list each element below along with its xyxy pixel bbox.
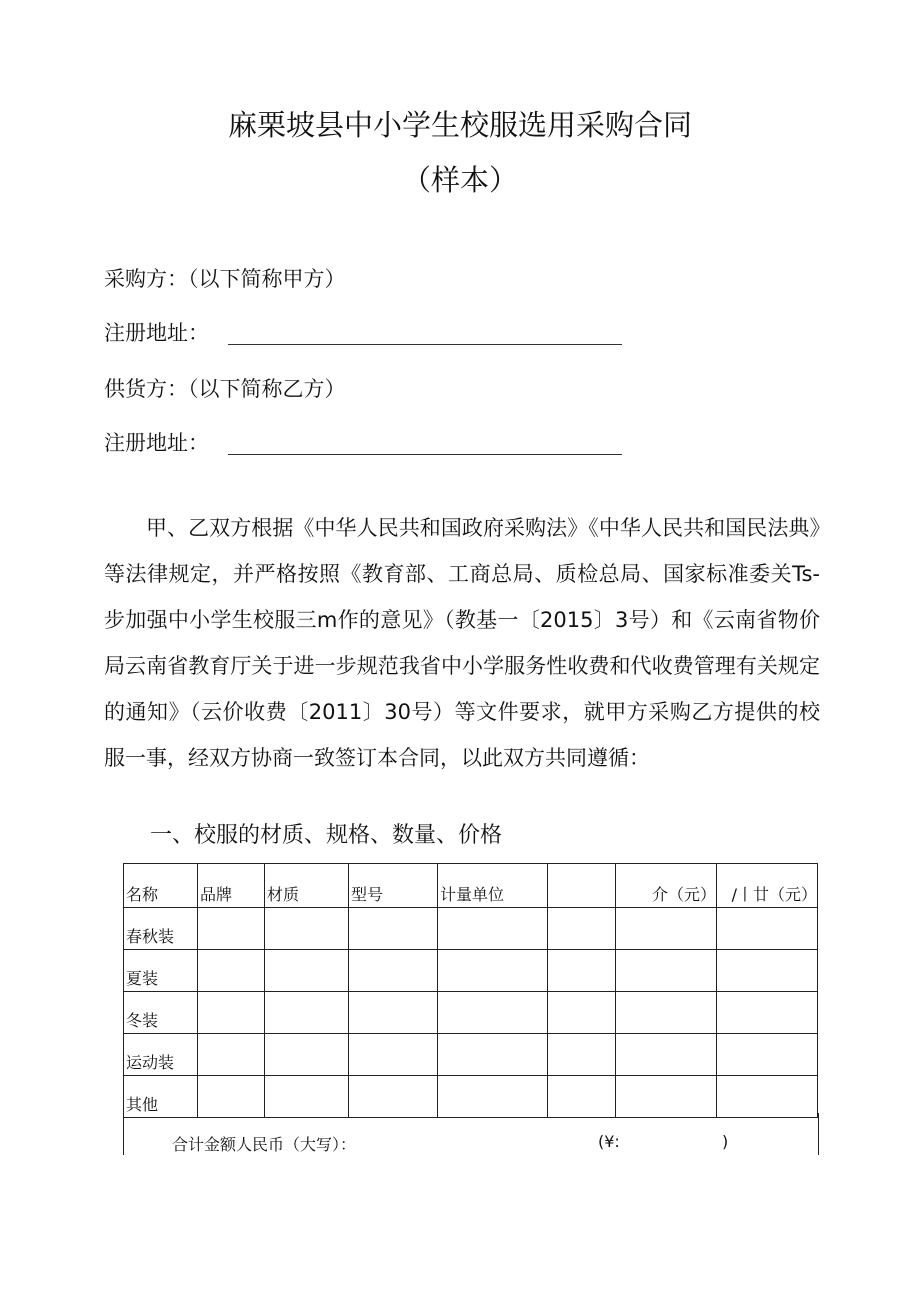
table-row bbox=[124, 908, 818, 950]
table-cell bbox=[717, 1076, 818, 1118]
table-cell bbox=[265, 1034, 349, 1076]
table-cell bbox=[198, 1034, 265, 1076]
supplier-line: 供货方：（以下简称乙方） bbox=[104, 377, 346, 401]
table-cell bbox=[265, 908, 349, 950]
buyer-address-label: 注册地址： bbox=[104, 321, 209, 345]
table-cell bbox=[548, 908, 616, 950]
table-cell bbox=[548, 992, 616, 1034]
document-title: 麻栗坡县中小学生校服选用采购合同 bbox=[227, 108, 692, 142]
header-cell: 计量单位 bbox=[438, 864, 548, 908]
row-label: 冬装 bbox=[124, 992, 198, 1034]
row-label: 春秋装 bbox=[124, 908, 198, 950]
table-cell bbox=[349, 1034, 438, 1076]
table-total-row bbox=[123, 1113, 819, 1155]
table-cell bbox=[198, 992, 265, 1034]
table-cell bbox=[198, 950, 265, 992]
supplier-address-blank bbox=[228, 454, 622, 455]
table-cell bbox=[616, 950, 717, 992]
table-cell bbox=[717, 908, 818, 950]
table-cell bbox=[198, 908, 265, 950]
table-cell bbox=[548, 1034, 616, 1076]
table-cell bbox=[438, 908, 548, 950]
table-cell bbox=[349, 950, 438, 992]
table-cell bbox=[548, 1076, 616, 1118]
header-cell: /丨廿（元） bbox=[717, 864, 818, 908]
table-cell bbox=[616, 908, 717, 950]
uniform-spec-table bbox=[123, 863, 818, 1118]
table-row bbox=[124, 950, 818, 992]
buyer-line: 采购方：（以下简称甲方） bbox=[104, 267, 346, 291]
supplier-address-label: 注册地址： bbox=[104, 431, 209, 455]
table-cell bbox=[616, 1034, 717, 1076]
table-cell bbox=[265, 992, 349, 1034]
buyer-address-line bbox=[104, 317, 209, 347]
header-cell: 名称 bbox=[124, 864, 198, 908]
table-cell bbox=[717, 1034, 818, 1076]
section-heading-1: 一、校服的材质、规格、数量、价格 bbox=[150, 823, 503, 848]
table-cell bbox=[265, 950, 349, 992]
header-cell: 品牌 bbox=[198, 864, 265, 908]
row-label: 其他 bbox=[124, 1076, 198, 1118]
table-cell bbox=[438, 992, 548, 1034]
table-cell bbox=[438, 1034, 548, 1076]
header-cell: 介（元） bbox=[616, 864, 717, 908]
row-label: 夏装 bbox=[124, 950, 198, 992]
table-cell bbox=[548, 950, 616, 992]
table-cell bbox=[265, 1076, 349, 1118]
table-cell bbox=[616, 1076, 717, 1118]
total-amount-figure: (¥: bbox=[598, 1132, 620, 1151]
document-subtitle: （样本） bbox=[401, 163, 518, 197]
header-cell bbox=[548, 864, 616, 908]
preamble-paragraph: 甲、乙双方根据《中华人民共和国政府采购法》《中华人民共和国民法典》等法律规定，并严格按照《教育部、工商总局、质检总局、国家标准委关Ts-步加强中小学生校服三m作的意见》（教基一〔2015〕3号）和《云南省物价局云南省教育厅关于进一步规范我省中小学服务性收费和代收费管理有关规定的通知》（云价收费〔2011〕30号）等文件要求，就甲方采购乙方提供的校服一事，经双方协商一致签订本合同，以此双方共同遵循： bbox=[104, 516, 820, 770]
buyer-address-blank bbox=[228, 344, 622, 345]
table-cell bbox=[438, 1076, 548, 1118]
table-cell bbox=[349, 1076, 438, 1118]
table-cell bbox=[349, 992, 438, 1034]
header-cell: 材质 bbox=[265, 864, 349, 908]
header-cell: 型号 bbox=[349, 864, 438, 908]
table-cell bbox=[717, 992, 818, 1034]
table-row bbox=[124, 1076, 818, 1118]
table-cell bbox=[349, 908, 438, 950]
total-amount-label: 合计金额人民币（大写）： bbox=[172, 1135, 357, 1154]
row-label: 运动装 bbox=[124, 1034, 198, 1076]
table-row bbox=[124, 1034, 818, 1076]
total-amount-close: ) bbox=[722, 1132, 729, 1151]
table-cell bbox=[438, 950, 548, 992]
table-cell bbox=[717, 950, 818, 992]
table-cell bbox=[198, 1076, 265, 1118]
table-cell bbox=[616, 992, 717, 1034]
table-header-row bbox=[124, 864, 818, 908]
table-row bbox=[124, 992, 818, 1034]
supplier-address-line bbox=[104, 427, 209, 457]
